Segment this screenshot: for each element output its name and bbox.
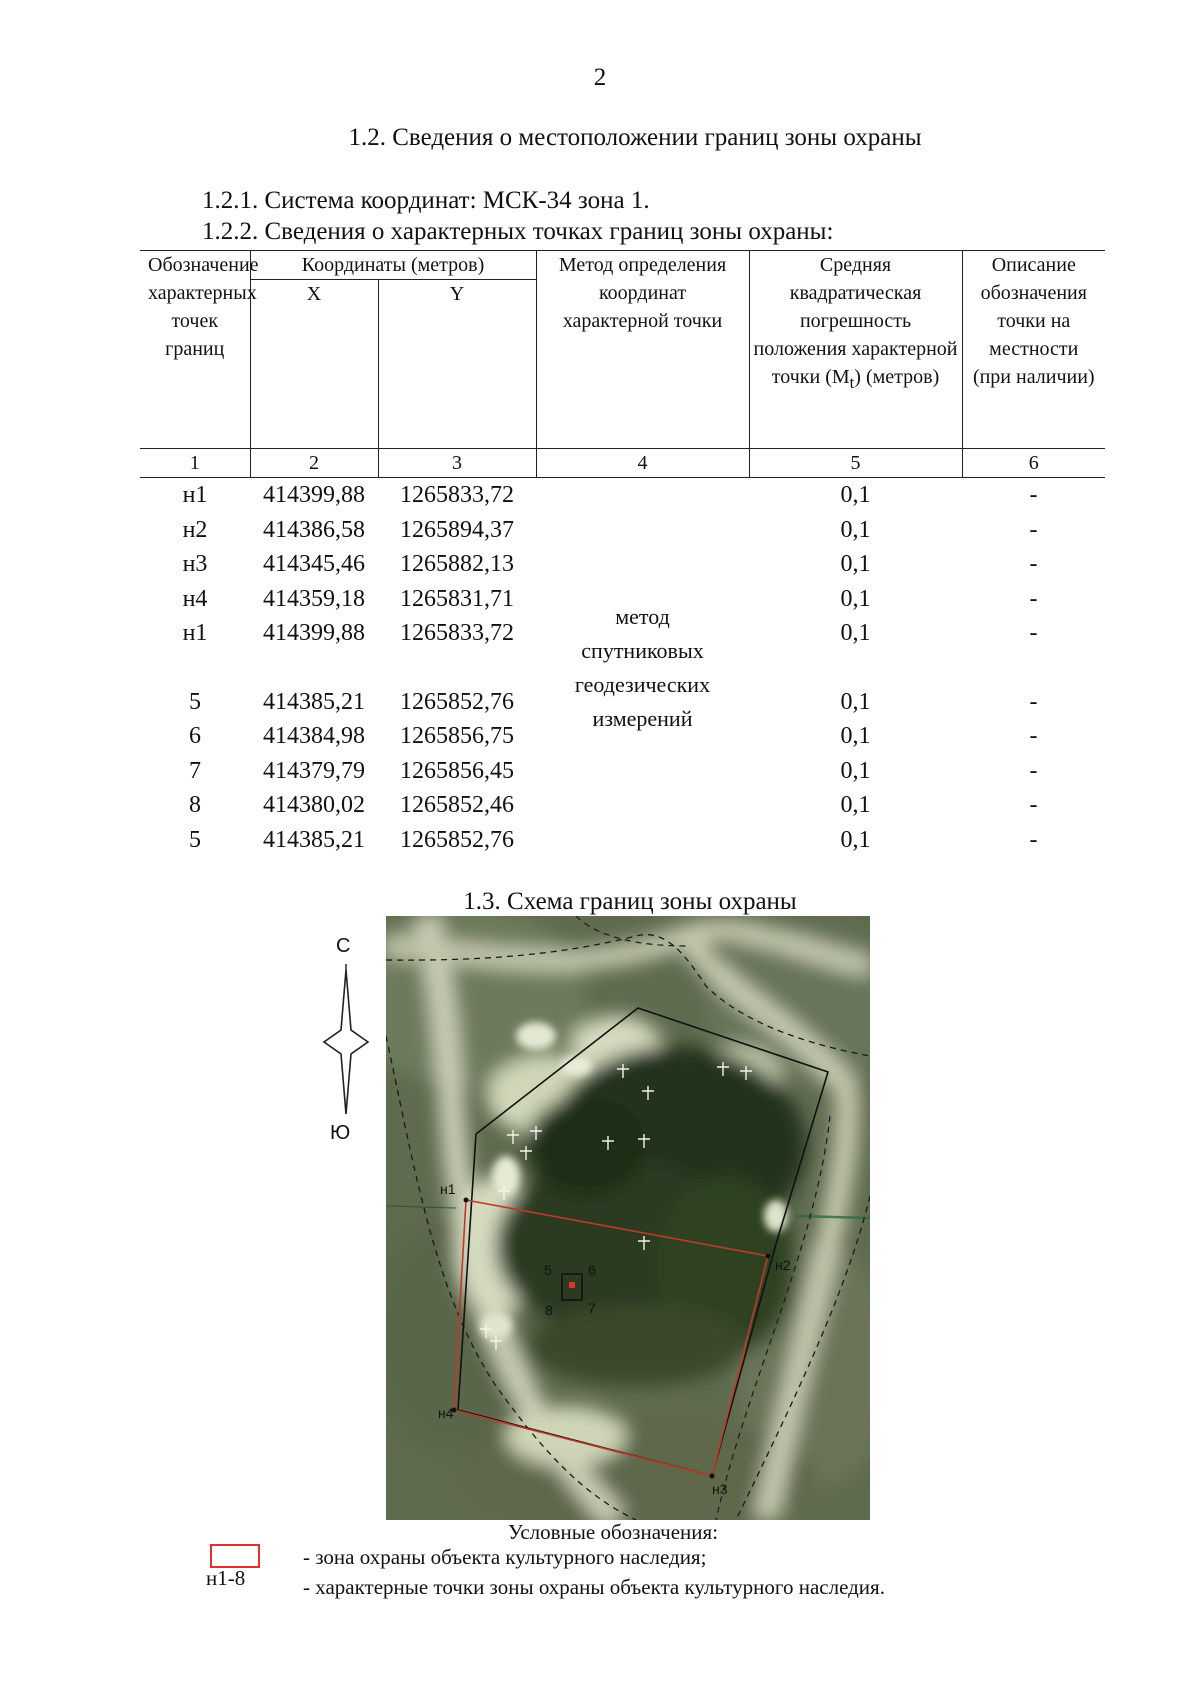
point-y: 1265833,72 (400, 482, 514, 508)
point-x: 414386,58 (263, 516, 365, 543)
point-error: 0,1 (840, 620, 871, 646)
col-number-1: 1 (140, 449, 250, 478)
point-description: - (1029, 516, 1038, 543)
point-description: - (1029, 757, 1038, 784)
header-mean-error-text: Средняя квадратическая погрешность положения характерной точки (M (753, 254, 958, 388)
point-description: - (1029, 585, 1038, 612)
point-x: 414385,21 (263, 826, 365, 853)
point-x: 414379,79 (263, 757, 365, 784)
point-id: 6 (189, 723, 201, 749)
map-label-n3: н3 (712, 1481, 728, 1497)
map-label-n1: н1 (440, 1181, 456, 1197)
point-y: 1265852,76 (400, 826, 514, 853)
point-description: - (1029, 620, 1038, 646)
point-error: 0,1 (840, 757, 871, 784)
col-number-6: 6 (962, 449, 1105, 478)
point-y: 1265856,75 (400, 723, 514, 749)
compass-south-label: Ю (330, 1122, 351, 1144)
point-error: 0,1 (840, 516, 871, 543)
header-x: X (250, 280, 378, 449)
point-error: 0,1 (840, 723, 871, 749)
col-number-4: 4 (536, 449, 749, 478)
point-y: 1265833,72 (400, 620, 514, 646)
point-id: 5 (189, 826, 201, 853)
point-error: 0,1 (840, 688, 871, 715)
legend-points-label: н1-8 (206, 1566, 246, 1590)
header-mean-error-sub: t (849, 373, 855, 392)
point-id: 7 (189, 757, 201, 784)
col-number-5: 5 (749, 449, 962, 478)
compass-north-label: С (336, 935, 351, 957)
point-id: н3 (182, 551, 208, 577)
header-mean-error (749, 251, 962, 449)
point-y: 1265882,13 (400, 551, 514, 577)
legend-zone-text: - зона охраны объекта культурного наследия; (303, 1545, 707, 1569)
legend-points-text: - характерные точки зоны охраны объекта культурного наследия. (303, 1575, 885, 1599)
point-error: 0,1 (840, 826, 871, 853)
point-id: н2 (182, 516, 208, 543)
point-y: 1265831,71 (400, 585, 514, 612)
point-y: 1265852,46 (400, 792, 514, 818)
point-x: 414384,98 (263, 723, 365, 749)
map-label-7: 7 (588, 1300, 596, 1316)
point-id: н1 (182, 620, 208, 646)
scheme-title: 1.3. Схема границ зоны охраны (463, 888, 797, 915)
point-x: 414345,46 (263, 551, 365, 577)
map-label-8: 8 (545, 1302, 553, 1318)
point-description: - (1029, 551, 1038, 577)
point-description: - (1029, 482, 1038, 508)
col-number-2: 2 (250, 449, 378, 478)
page-number: 2 (593, 64, 607, 91)
coord-system-heading: 1.2.1. Система координат: МСК-34 зона 1. (202, 187, 650, 214)
point-x: 414385,21 (263, 688, 365, 715)
point-x: 414399,88 (263, 620, 365, 646)
point-y: 1265856,45 (400, 757, 514, 784)
method-cell: метод спутниковых геодезических измерений (574, 603, 711, 731)
map-label-5: 5 (544, 1262, 552, 1278)
header-mean-error-end: ) (метров) (854, 366, 940, 388)
point-id: 5 (189, 688, 201, 715)
point-y: 1265894,37 (400, 516, 514, 543)
point-x: 414399,88 (263, 482, 365, 508)
col-number-3: 3 (378, 449, 536, 478)
point-error: 0,1 (840, 792, 871, 818)
point-description: - (1029, 826, 1038, 853)
point-description: - (1029, 792, 1038, 818)
point-x: 414380,02 (263, 792, 365, 818)
legend-title: Условные обозначения: (508, 1520, 719, 1544)
map-label-6: 6 (588, 1262, 596, 1278)
coordinates-table (140, 250, 1105, 857)
point-error: 0,1 (840, 585, 871, 612)
legend-zone-swatch (210, 1544, 260, 1568)
point-y: 1265852,76 (400, 688, 514, 715)
point-id: н4 (182, 585, 208, 612)
header-point-designation: Обозначение характерных точек границ (140, 251, 250, 449)
header-description: Описание обозначения точки на местности (при наличии) (962, 251, 1105, 449)
points-heading: 1.2.2. Сведения о характерных точках границ зоны охраны: (202, 218, 834, 245)
map-label-n2: н2 (775, 1257, 791, 1273)
section-title: 1.2. Сведения о местоположении границ зоны охраны (348, 124, 922, 151)
point-id: н1 (182, 482, 208, 508)
header-method: Метод определения координат характерной точки (536, 251, 749, 449)
map-label-n4: н4 (438, 1405, 454, 1421)
point-x: 414359,18 (263, 585, 365, 612)
point-error: 0,1 (840, 551, 871, 577)
table-row (140, 478, 1105, 513)
header-y: Y (378, 280, 536, 449)
compass-rose-icon (318, 930, 374, 1140)
point-id: 8 (189, 792, 201, 818)
point-description: - (1029, 688, 1038, 715)
point-error: 0,1 (840, 482, 871, 508)
point-description: - (1029, 723, 1038, 749)
header-coordinates: Координаты (метров) (250, 251, 536, 280)
zone-scheme-map (386, 916, 870, 1520)
